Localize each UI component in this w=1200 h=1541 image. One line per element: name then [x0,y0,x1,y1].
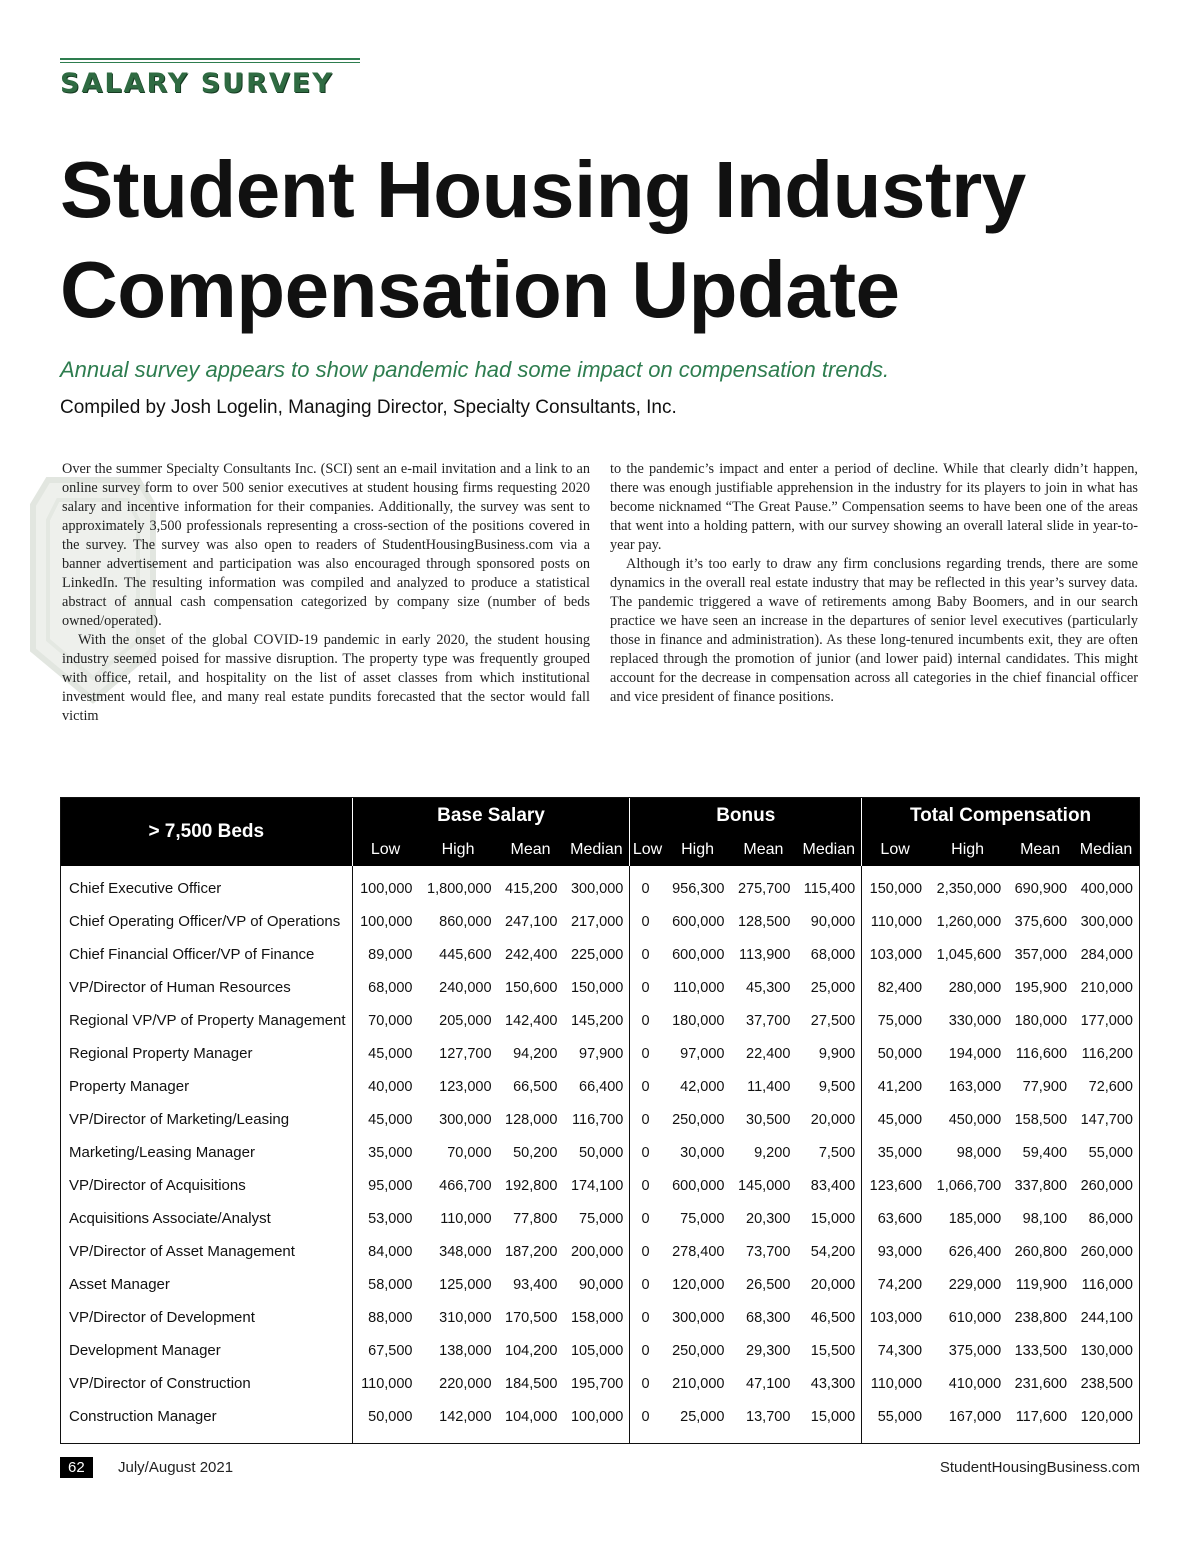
table-cell: 104,000 [505,1408,558,1425]
table-cell: 0 [630,1070,665,1103]
table-cell: 45,000 [862,1103,928,1136]
table-cell: 278,400 [672,1243,725,1260]
table-row [61,1334,1139,1367]
table-cell: 610,000 [948,1309,1002,1326]
table-cell: 45,000 [352,1103,418,1136]
table-cell: 128,500 [737,913,791,930]
table-cell: 43,300 [810,1375,856,1392]
table-row [61,1367,1139,1400]
table-cell: 690,900 [1014,880,1068,897]
body-paragraph: With the onset of the global COVID-19 pandemic in early 2020, the student housing industry seemed poised for massive disruption. The property type was frequently grouped with office, retail, and hospitality on the list of asset classes from which institutional investment would flee, and many real estate pundits forecasted that the sector would fall victim [62,632,590,724]
column-subheader: Low [630,834,665,866]
table-cell: 150,000 [862,866,928,905]
table-cell: 54,200 [810,1243,856,1260]
table-cell: 105,000 [570,1342,624,1359]
table-row [61,1301,1139,1334]
table-cell: 163,000 [948,1078,1002,1095]
table-cell: 956,300 [672,880,725,897]
table-cell: 68,000 [810,946,856,963]
column-subheader: High [418,834,497,866]
table-cell: 133,500 [1014,1342,1068,1359]
table-cell: 337,800 [1014,1177,1068,1194]
table-cell: 200,000 [570,1243,624,1260]
table-cell: 600,000 [672,1177,725,1194]
table-cell: 300,000 [439,1111,492,1128]
table-cell: 0 [630,1268,665,1301]
table-row [61,1103,1139,1136]
table-cell: 90,000 [810,913,856,930]
table-cell: 90,000 [579,1276,624,1293]
table-cell: 98,000 [956,1144,1002,1161]
table-cell: 158,000 [570,1309,624,1326]
table-cell: 47,100 [746,1375,791,1392]
table-cell: 210,000 [1080,979,1133,996]
table-cell: 310,000 [439,1309,492,1326]
position-title: Regional Property Manager [69,1045,253,1062]
table-cell: 142,400 [505,1012,558,1029]
table-cell: 238,500 [1080,1375,1133,1392]
table-cell: 275,700 [737,880,791,897]
table-cell: 58,000 [352,1268,418,1301]
table-cell: 63,600 [862,1202,928,1235]
table-cell: 415,200 [505,880,558,897]
table-cell: 83,400 [810,1177,856,1194]
table-cell: 74,300 [862,1334,928,1367]
table-cell: 260,800 [1014,1243,1068,1260]
table-cell: 0 [630,1367,665,1400]
column-subheader: Mean [498,834,564,866]
section-kicker: SALARY SURVEY [60,68,334,99]
table-cell: 98,100 [1022,1210,1068,1227]
table-cell: 117,600 [1015,1408,1068,1425]
table-cell: 147,700 [1080,1111,1133,1128]
table-cell: 185,000 [948,1210,1002,1227]
table-cell: 145,200 [570,1012,624,1029]
position-title: VP/Director of Human Resources [69,979,291,996]
table-cell: 250,000 [672,1111,725,1128]
table-cell: 0 [630,971,665,1004]
article-byline: Compiled by Josh Logelin, Managing Director, Specialty Consultants, Inc. [60,397,677,418]
group-header-base-salary: Base Salary [352,798,630,834]
table-corner-label: > 7,500 Beds [61,798,352,866]
table-cell: 120,000 [1080,1408,1133,1425]
table-cell: 13,700 [746,1408,791,1425]
table-cell: 110,000 [673,979,725,996]
table-cell: 138,000 [439,1342,492,1359]
table-cell: 130,000 [1080,1342,1133,1359]
position-title: Chief Financial Officer/VP of Finance [69,946,315,963]
table-cell: 115,400 [803,880,856,897]
table-cell: 116,000 [1081,1276,1133,1293]
table-cell: 142,000 [439,1408,492,1425]
table-cell: 110,000 [862,905,928,938]
table-cell: 217,000 [570,913,624,930]
table-cell: 2,350,000 [936,880,1002,897]
table-cell: 88,000 [352,1301,418,1334]
table-cell: 116,200 [1081,1045,1133,1062]
group-header-bonus: Bonus [630,798,862,834]
table-cell: 123,000 [439,1078,492,1095]
table-cell: 626,400 [948,1243,1002,1260]
table-cell: 860,000 [439,913,492,930]
table-cell: 45,000 [352,1037,418,1070]
table-cell: 0 [630,1334,665,1367]
table-cell: 22,400 [746,1045,791,1062]
table-cell: 116,700 [572,1111,624,1128]
table-cell: 110,000 [862,1367,928,1400]
table-cell: 0 [630,1103,665,1136]
compensation-table [61,798,1139,1443]
table-cell: 42,000 [680,1078,725,1095]
table-cell: 247,100 [505,913,558,930]
table-cell: 74,200 [862,1268,928,1301]
table-cell: 110,000 [352,1367,418,1400]
table-cell: 77,900 [1022,1078,1068,1095]
table-cell: 75,000 [579,1210,624,1227]
issue-date: July/August 2021 [118,1459,234,1476]
table-row [61,1169,1139,1202]
position-title: Construction Manager [69,1408,217,1425]
table-cell: 195,700 [570,1375,624,1392]
table-cell: 26,500 [746,1276,791,1293]
table-cell: 177,000 [1080,1012,1133,1029]
body-column-left [62,460,590,726]
group-header-total-compensation: Total Compensation [862,798,1139,834]
table-cell: 37,700 [746,1012,791,1029]
table-row [61,905,1139,938]
table-cell: 86,000 [1088,1210,1133,1227]
table-cell: 400,000 [1080,880,1133,897]
table-cell: 184,500 [505,1375,558,1392]
table-cell: 0 [630,1169,665,1202]
table-cell: 1,045,600 [936,946,1002,963]
table-cell: 59,400 [1022,1144,1068,1161]
table-cell: 15,000 [810,1210,856,1227]
table-cell: 410,000 [948,1375,1002,1392]
table-cell: 150,600 [505,979,558,996]
position-title: VP/Director of Development [69,1309,255,1326]
table-cell: 240,000 [439,979,492,996]
table-cell: 1,800,000 [427,880,492,897]
table-cell: 104,200 [505,1342,558,1359]
table-cell: 75,000 [862,1004,928,1037]
table-cell: 68,000 [352,971,418,1004]
table-cell: 375,000 [948,1342,1002,1359]
table-cell: 0 [630,1400,665,1443]
body-paragraph: to the pandemic’s impact and enter a period of decline. While that clearly didn’t happen, there was enough justifiable apprehension in the industry for its players to join in what has become nicknamed “The Great Pause.” Compensation seems to have been one of the areas that went into a holding pattern, with our survey showing an overall lateral slide in year-to-year pay. [610,461,1138,553]
table-cell: 300,000 [672,1309,725,1326]
table-cell: 89,000 [352,938,418,971]
table-cell: 229,000 [948,1276,1002,1293]
table-cell: 20,300 [746,1210,791,1227]
page-footer [60,1457,1140,1479]
table-cell: 55,000 [1088,1144,1133,1161]
table-cell: 30,000 [680,1144,725,1161]
table-cell: 167,000 [948,1408,1002,1425]
table-cell: 93,400 [513,1276,558,1293]
table-cell: 210,000 [672,1375,725,1392]
column-subheader: Low [352,834,418,866]
table-cell: 174,100 [570,1177,624,1194]
table-cell: 260,000 [1080,1177,1133,1194]
table-cell: 113,900 [739,946,791,963]
table-cell: 25,000 [680,1408,725,1425]
table-cell: 300,000 [1080,913,1133,930]
table-cell: 150,000 [570,979,624,996]
position-title: VP/Director of Marketing/Leasing [69,1111,290,1128]
table-cell: 120,000 [672,1276,725,1293]
table-cell: 357,000 [1014,946,1068,963]
column-subheader: High [928,834,1007,866]
table-cell: 100,000 [352,866,418,905]
table-cell: 15,000 [810,1408,856,1425]
table-cell: 244,100 [1080,1309,1133,1326]
table-cell: 600,000 [672,913,725,930]
position-title: Acquisitions Associate/Analyst [69,1210,271,1227]
column-subheader: Median [1073,834,1139,866]
table-cell: 103,000 [862,938,928,971]
kicker-rule-top [60,58,360,60]
table-cell: 100,000 [352,905,418,938]
position-title: Regional VP/VP of Property Management [69,1012,346,1029]
table-cell: 0 [630,1202,665,1235]
table-cell: 100,000 [570,1408,624,1425]
table-cell: 67,500 [352,1334,418,1367]
table-cell: 0 [630,1235,665,1268]
table-cell: 192,800 [505,1177,558,1194]
table-cell: 0 [630,1037,665,1070]
table-cell: 127,700 [439,1045,492,1062]
table-cell: 50,000 [862,1037,928,1070]
position-title: Development Manager [69,1342,221,1359]
table-cell: 0 [630,1136,665,1169]
position-title: Marketing/Leasing Manager [69,1144,255,1161]
table-cell: 9,200 [754,1144,791,1161]
table-cell: 180,000 [1014,1012,1068,1029]
table-cell: 84,000 [352,1235,418,1268]
position-title: VP/Director of Acquisitions [69,1177,246,1194]
table-cell: 0 [630,1004,665,1037]
table-row [61,866,1139,905]
table-cell: 220,000 [439,1375,492,1392]
table-cell: 280,000 [948,979,1002,996]
table-cell: 116,600 [1015,1045,1068,1062]
table-row [61,1037,1139,1070]
position-title: VP/Director of Construction [69,1375,251,1392]
table-cell: 93,000 [862,1235,928,1268]
table-row [61,1235,1139,1268]
table-cell: 1,066,700 [936,1177,1002,1194]
table-cell: 180,000 [672,1012,725,1029]
table-cell: 70,000 [352,1004,418,1037]
column-subheader: Median [563,834,629,866]
table-cell: 0 [630,866,665,905]
table-row [61,1202,1139,1235]
table-cell: 35,000 [352,1136,418,1169]
table-cell: 194,000 [948,1045,1002,1062]
table-row [61,938,1139,971]
table-cell: 330,000 [948,1012,1002,1029]
table-cell: 15,500 [810,1342,856,1359]
table-cell: 125,000 [439,1276,492,1293]
table-cell: 300,000 [570,880,624,897]
table-cell: 50,200 [513,1144,558,1161]
table-row [61,1070,1139,1103]
position-title: Chief Operating Officer/VP of Operations [69,913,341,930]
table-cell: 284,000 [1080,946,1133,963]
table-cell: 187,200 [505,1243,558,1260]
table-cell: 119,900 [1015,1276,1068,1293]
table-row [61,1268,1139,1301]
body-column-right [610,460,1138,707]
table-cell: 73,700 [746,1243,791,1260]
table-cell: 238,800 [1014,1309,1068,1326]
table-cell: 41,200 [862,1070,928,1103]
table-cell: 348,000 [439,1243,492,1260]
publication-site: StudentHousingBusiness.com [939,1459,1140,1476]
table-cell: 260,000 [1080,1243,1133,1260]
table-cell: 97,000 [680,1045,725,1062]
table-cell: 170,500 [505,1309,558,1326]
table-cell: 72,600 [1088,1078,1133,1095]
table-cell: 45,300 [746,979,791,996]
table-cell: 450,000 [948,1111,1002,1128]
column-subheader: High [665,834,731,866]
table-cell: 445,600 [439,946,492,963]
table-cell: 9,900 [818,1045,856,1062]
page-number: 62 [60,1457,93,1478]
table-cell: 94,200 [513,1045,558,1062]
table-cell: 30,500 [746,1111,791,1128]
table-cell: 0 [630,938,665,971]
table-cell: 82,400 [862,971,928,1004]
table-cell: 466,700 [439,1177,492,1194]
table-cell: 46,500 [810,1309,856,1326]
table-cell: 231,600 [1014,1375,1068,1392]
table-cell: 0 [630,1301,665,1334]
table-cell: 7,500 [818,1144,856,1161]
table-cell: 158,500 [1014,1111,1068,1128]
table-cell: 20,000 [810,1276,856,1293]
table-cell: 375,600 [1014,913,1068,930]
table-cell: 20,000 [810,1111,856,1128]
table-cell: 600,000 [672,946,725,963]
table-cell: 25,000 [810,979,856,996]
article-dek: Annual survey appears to show pandemic had some impact on compensation trends. [60,357,890,382]
column-subheader: Median [796,834,861,866]
table-cell: 75,000 [680,1210,725,1227]
table-cell: 9,500 [818,1078,856,1095]
position-title: Chief Executive Officer [69,880,222,897]
table-cell: 1,260,000 [936,913,1002,930]
table-cell: 97,900 [579,1045,624,1062]
table-row [61,1136,1139,1169]
table-cell: 95,000 [352,1169,418,1202]
position-title: VP/Director of Asset Management [69,1243,295,1260]
table-cell: 40,000 [352,1070,418,1103]
table-cell: 27,500 [810,1012,856,1029]
table-cell: 123,600 [862,1169,928,1202]
table-cell: 66,400 [579,1078,624,1095]
table-cell: 103,000 [862,1301,928,1334]
position-title: Property Manager [69,1078,190,1095]
table-cell: 68,300 [746,1309,791,1326]
table-row [61,1004,1139,1037]
table-row [61,971,1139,1004]
table-cell: 55,000 [862,1400,928,1443]
table-cell: 145,000 [737,1177,791,1194]
table-cell: 250,000 [672,1342,725,1359]
table-cell: 205,000 [439,1012,492,1029]
table-cell: 50,000 [352,1400,418,1443]
column-subheader: Low [862,834,928,866]
table-cell: 29,300 [746,1342,791,1359]
table-cell: 77,800 [513,1210,558,1227]
table-cell: 70,000 [447,1144,492,1161]
table-cell: 50,000 [579,1144,624,1161]
table-cell: 242,400 [505,946,558,963]
table-cell: 66,500 [513,1078,558,1095]
table-cell: 35,000 [862,1136,928,1169]
table-cell: 11,400 [747,1078,791,1095]
position-title: Asset Manager [69,1276,170,1293]
table-cell: 110,000 [440,1210,492,1227]
table-cell: 0 [630,905,665,938]
body-paragraph: Over the summer Specialty Consultants Inc. (SCI) sent an e-mail invitation and a link to an online survey form to over 500 senior executives at student housing firms requesting 2020 salary and incentive information for their companies. Additionally, the survey was sent to approximately 3,500 professionals representing a cross-section of the positions covered in the survey. The survey was also open to readers of StudentHousingBusiness.com via a banner advertisement and participation was also encouraged through sponsored posts on LinkedIn. The resulting information was compiled and analyzed to produce a statistical abstract of annual cash compensation categorized by company size (number of beds owned/operated). [62,461,590,629]
column-subheader: Mean [731,834,797,866]
table-cell: 225,000 [570,946,624,963]
table-cell: 195,900 [1014,979,1068,996]
column-subheader: Mean [1007,834,1073,866]
table-row [61,1400,1139,1443]
body-paragraph: Although it’s too early to draw any firm conclusions regarding trends, there are some dynamics in the overall real estate industry that may be reflected in this year’s survey data. The pandemic triggered a wave of retirements among Baby Boomers, and in our search practice we have seen an increase in the departures of senior level executives (particularly those in finance and administration). As these long-tenured incumbents exit, they are often replaced through the promotion of junior (and lower paid) internal candidates. This might account for the decrease in compensation across all categories in the chief financial officer and vice president of finance positions. [610,556,1138,705]
table-cell: 53,000 [352,1202,418,1235]
compensation-table-wrapper [60,797,1140,1444]
table-cell: 128,000 [505,1111,558,1128]
article-title: Student Housing Industry Compensation Update [60,145,1026,334]
kicker-rule-bottom [60,62,360,63]
